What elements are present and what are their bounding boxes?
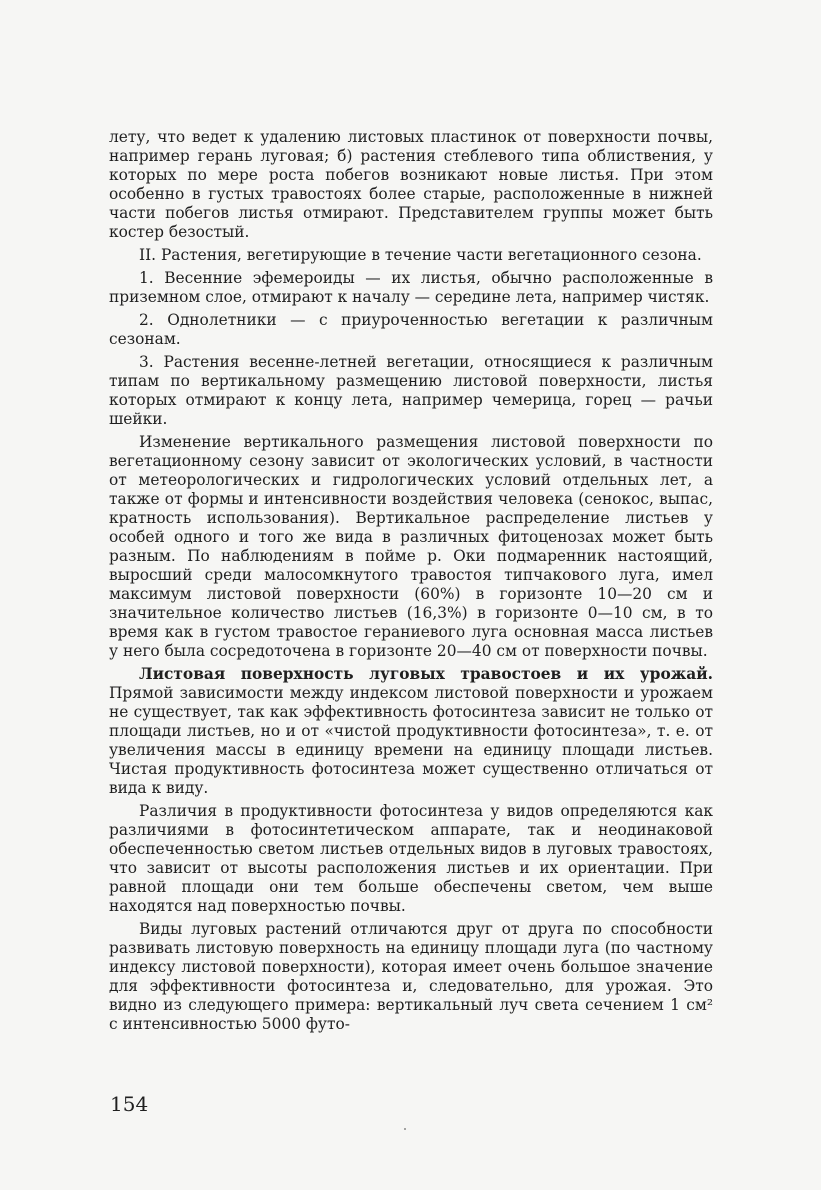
paragraph-text: Различия в продуктивности фотосинтеза у видов определяются как различиями в фотосинтетическом аппарате, так и неодинаковой обеспеченностью светом листьев отдельных видов в луговых травостоях, что зависит от высоты расположения листьев и их ориентации. При равной площади они тем больше обеспечены светом, чем выше находятся над поверхностью почвы. — [109, 802, 713, 915]
paragraph-text: 1. Весенние эфемероиды — их листья, обычно расположенные в приземном слое, отмирают к началу — середине лета, например чистяк. — [109, 269, 713, 306]
paragraph-text: Прямой зависимости между индексом листовой поверхности и урожаем не существует, так как эффективность фотосинтеза зависит не только от площади листьев, но и от «чистой продуктивности фотосинтеза», т. е. от увеличения массы в единицу времени на единицу площади листьев. Чистая продуктивность фотосинтеза может существенно отличаться от вида к виду. — [109, 684, 713, 797]
paragraph-item-2 — [109, 311, 713, 349]
paragraph-leaf-surface-yield — [109, 665, 713, 798]
paragraph-vertical-distribution — [109, 433, 713, 661]
paragraph-continuation — [109, 128, 713, 242]
paragraph-text: 3. Растения весенне-летней вегетации, относящиеся к различным типам по вертикальному размещению листовой поверхности, листья которых отмирают к концу лета, например чемерица, горец — рачьи шейки. — [109, 353, 713, 428]
paragraph-item-3 — [109, 353, 713, 429]
paragraph-text: лету, что ведет к удалению листовых пластинок от поверхности почвы, например герань луговая; б) растения стеблевого типа облиствения, у которых по мере роста побегов возникают новые листья. При этом особенно в густых травостоях более старые, расположенные в нижней части побегов листья отмирают. Представителем группы может быть костер безостый. — [109, 128, 713, 241]
paragraph-text: Виды луговых растений отличаются друг от друга по способности развивать листовую поверхность на единицу площади луга (по частному индексу листовой поверхности), которая имеет очень большое значение для эффективности фотосинтеза и, следовательно, для урожая. Это видно из следующего примера: вертикальный луч света сечением 1 см² с интенсивностью 5000 футо- — [109, 920, 713, 1033]
paragraph-species-leaf-area — [109, 920, 713, 1034]
paragraph-group-ii — [109, 246, 713, 265]
page-number: 154 — [110, 1092, 149, 1116]
paragraph-item-1 — [109, 269, 713, 307]
paragraph-lead: Листовая поверхность луговых травостоев и их урожай. — [139, 665, 713, 683]
paragraph-photosynthesis-differences — [109, 802, 713, 916]
paragraph-text: Изменение вертикального размещения листовой поверхности по вегетационному сезону зависит от экологических условий, в частности от метеорологических и гидрологических условий отдельных лет, а также от формы и интенсивности воздействия человека (сенокос, выпас, кратность использования). Вертикальное распределение листьев у особей одного и того же вида в различных фитоценозах может быть разным. По наблюдениям в пойме р. Оки подмаренник настоящий, выросший среди малосомкнутого травостоя типчакового луга, имел максимум листовой поверхности (60%) в горизонте 10—20 см и значительное количество листьев (16,3%) в горизонте 0—10 см, в то время как в густом травостое гераниевого луга основная масса листьев у него была сосредоточена в горизонте 20—40 см от поверхности почвы. — [109, 433, 713, 660]
body-text — [109, 128, 713, 1038]
scan-speck — [404, 1128, 406, 1130]
paragraph-text: 2. Однолетники — с приуроченностью вегетации к различным сезонам. — [109, 311, 713, 348]
paragraph-text: II. Растения, вегетирующие в течение части вегетационного сезона. — [139, 246, 702, 264]
